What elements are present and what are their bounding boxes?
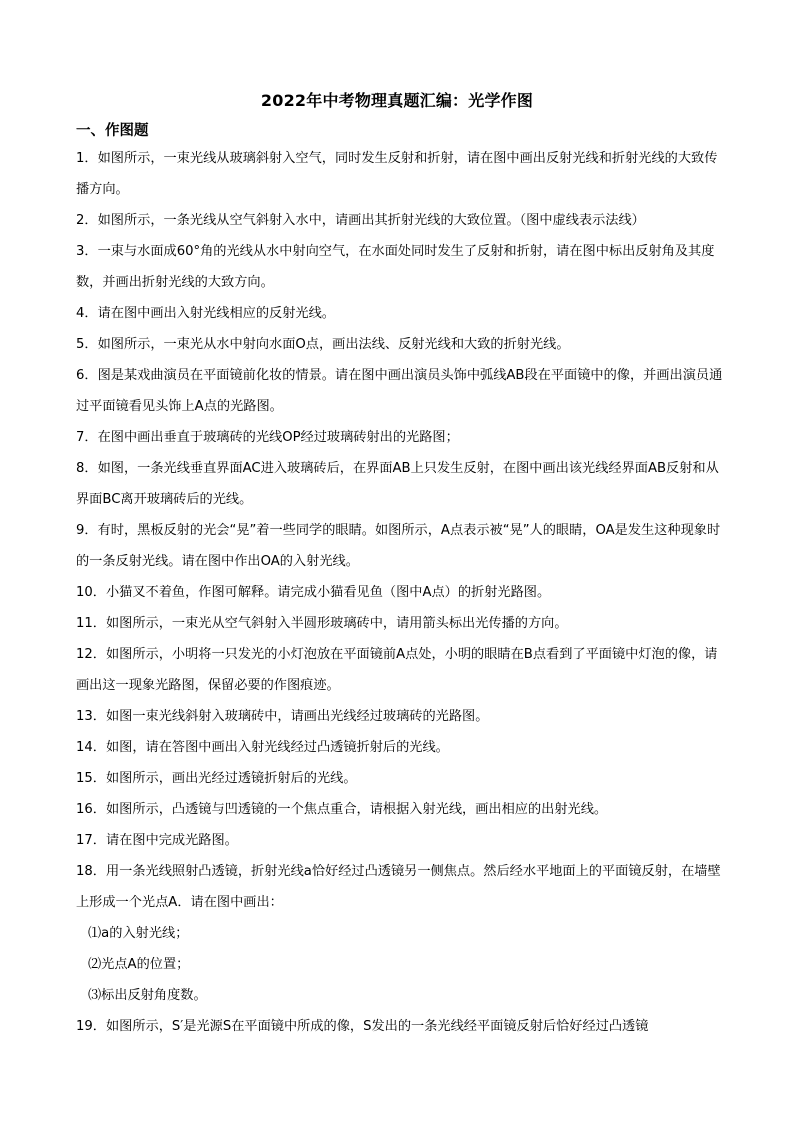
section-heading: 一、作图题 <box>76 123 149 139</box>
question-10: 10．小猫叉不着鱼，作图可解释。请完成小猫看见鱼（图中A点）的折射光路图。 <box>76 585 551 600</box>
question-12: 12．如图所示，小明将一只发光的小灯泡放在平面镜前A点处，小明的眼睛在B点看到了平面镜中灯泡的像，请画出这一现象光路图，保留必要的作图痕迹。 <box>76 647 718 693</box>
document-title: 2022年中考物理真题汇编：光学作图 <box>260 91 534 110</box>
question-9: 9．有时，黑板反射的光会“晃”着一些同学的眼睛。如图所示，A点表示被“晃”人的眼睛，OA是发生这种现象时的一条反射光线。请在图中作出OA的入射光线。 <box>76 523 721 569</box>
question-16: 16．如图所示，凸透镜与凹透镜的一个焦点重合，请根据入射光线，画出相应的出射光线。 <box>76 802 608 817</box>
question-5: 5．如图所示，一束光从水中射向水面O点，画出法线、反射光线和大致的折射光线。 <box>76 337 570 352</box>
question-6: 6．图是某戏曲演员在平面镜前化妆的情景。请在图中画出演员头饰中弧线AB段在平面镜中的像，并画出演员通过平面镜看见头饰上A点的光路图。 <box>76 368 723 414</box>
question-7: 7．在图中画出垂直于玻璃砖的光线OP经过玻璃砖射出的光路图； <box>76 430 459 445</box>
question-18-item-1: ⑴a的入射光线； <box>88 926 189 941</box>
question-15: 15．如图所示，画出光经过透镜折射后的光线。 <box>76 771 357 786</box>
question-18-item-2: ⑵光点A的位置； <box>88 957 190 972</box>
question-18: 18．用一条光线照射凸透镜，折射光线a恰好经过凸透镜另一侧焦点。然后经水平地面上的平面镜反射，在墙壁上形成一个光点A．请在图中画出： <box>76 864 721 910</box>
question-19: 19．如图所示，S′是光源S在平面镜中所成的像，S发出的一条光线经平面镜反射后恰好经过凸透镜 <box>76 1019 649 1034</box>
question-3: 3．一束与水面成60°角的光线从水中射向空气，在水面处同时发生了反射和折射，请在图中标出反射角及其度数，并画出折射光线的大致方向。 <box>76 244 715 290</box>
question-13: 13．如图一束光线斜射入玻璃砖中，请画出光线经过玻璃砖的光路图。 <box>76 709 489 724</box>
question-2: 2．如图所示，一条光线从空气斜射入水中，请画出其折射光线的大致位置。（图中虚线表示法线） <box>76 213 645 228</box>
question-1: 1．如图所示，一束光线从玻璃斜射入空气，同时发生反射和折射，请在图中画出反射光线和折射光线的大致传播方向。 <box>76 151 718 197</box>
question-8: 8．如图，一条光线垂直界面AC进入玻璃砖后，在界面AB上只发生反射，在图中画出该光线经界面AB反射和从界面BC离开玻璃砖后的光线。 <box>76 461 719 507</box>
question-17: 17．请在图中完成光路图。 <box>76 833 238 848</box>
question-list <box>76 143 726 1042</box>
question-4: 4．请在图中画出入射光线相应的反射光线。 <box>76 306 335 321</box>
question-14: 14．如图，请在答图中画出入射光线经过凸透镜折射后的光线。 <box>76 740 449 755</box>
question-18-item-3: ⑶标出反射角度数。 <box>88 988 207 1003</box>
question-11: 11．如图所示，一束光从空气斜射入半圆形玻璃砖中，请用箭头标出光传播的方向。 <box>76 616 568 631</box>
